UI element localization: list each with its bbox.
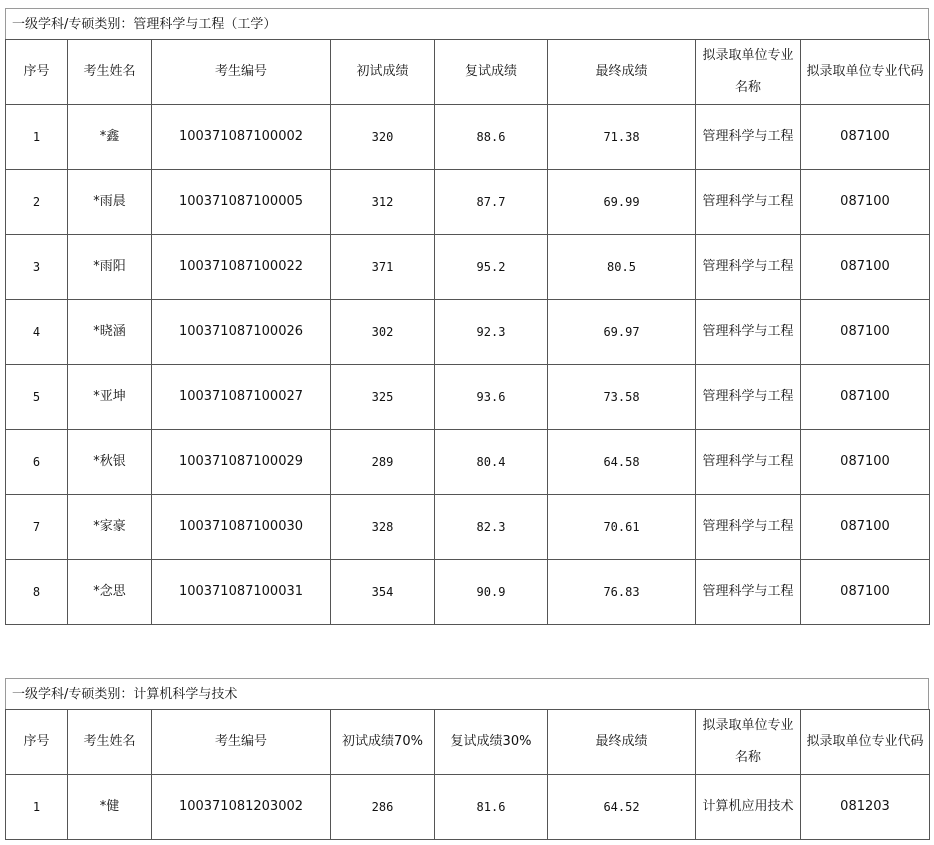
header-final-score: 最终成绩 <box>548 40 696 105</box>
cell-seq: 8 <box>6 560 68 625</box>
cell-name: *雨阳 <box>68 235 152 300</box>
cell-major-name: 管理科学与工程 <box>696 495 801 560</box>
header-major-name: 拟录取单位专业名称 <box>696 40 801 105</box>
cell-major-code: 087100 <box>801 430 930 495</box>
cell-major-name: 管理科学与工程 <box>696 170 801 235</box>
cell-exam-id: 100371087100002 <box>152 105 331 170</box>
cell-exam-id: 100371087100005 <box>152 170 331 235</box>
results-table <box>5 709 930 840</box>
cell-major-name: 管理科学与工程 <box>696 105 801 170</box>
header-major-code: 拟录取单位专业代码 <box>801 710 930 775</box>
cell-name: *健 <box>68 775 152 840</box>
cell-exam-id: 100371087100022 <box>152 235 331 300</box>
cell-name: *家豪 <box>68 495 152 560</box>
cell-final-score: 64.52 <box>548 775 696 840</box>
cell-major-name: 管理科学与工程 <box>696 300 801 365</box>
cell-exam-id: 100371087100030 <box>152 495 331 560</box>
table-row <box>6 300 930 365</box>
cell-prelim-score: 325 <box>331 365 435 430</box>
cell-seq: 6 <box>6 430 68 495</box>
cell-final-score: 64.58 <box>548 430 696 495</box>
cell-final-score: 80.5 <box>548 235 696 300</box>
cell-major-name: 管理科学与工程 <box>696 560 801 625</box>
cell-name: *亚坤 <box>68 365 152 430</box>
cell-major-code: 087100 <box>801 560 930 625</box>
section-caption: 一级学科/专硕类别：管理科学与工程（工学） <box>5 8 929 39</box>
cell-prelim-score: 328 <box>331 495 435 560</box>
header-final-score: 最终成绩 <box>548 710 696 775</box>
cell-retest-score: 87.7 <box>435 170 548 235</box>
header-exam-id: 考生编号 <box>152 40 331 105</box>
cell-name: *鑫 <box>68 105 152 170</box>
cell-major-code: 087100 <box>801 365 930 430</box>
cell-retest-score: 81.6 <box>435 775 548 840</box>
cell-prelim-score: 289 <box>331 430 435 495</box>
header-retest-score: 复试成绩 <box>435 40 548 105</box>
cell-retest-score: 95.2 <box>435 235 548 300</box>
cell-seq: 1 <box>6 775 68 840</box>
cell-retest-score: 82.3 <box>435 495 548 560</box>
header-seq: 序号 <box>6 710 68 775</box>
cell-seq: 5 <box>6 365 68 430</box>
cell-prelim-score: 320 <box>331 105 435 170</box>
cell-final-score: 76.83 <box>548 560 696 625</box>
cell-major-code: 087100 <box>801 105 930 170</box>
cell-seq: 2 <box>6 170 68 235</box>
header-major-name: 拟录取单位专业名称 <box>696 710 801 775</box>
table-row <box>6 775 930 840</box>
cell-seq: 1 <box>6 105 68 170</box>
cell-exam-id: 100371087100031 <box>152 560 331 625</box>
cell-major-name: 管理科学与工程 <box>696 235 801 300</box>
header-name: 考生姓名 <box>68 710 152 775</box>
cell-name: *雨晨 <box>68 170 152 235</box>
header-major-code: 拟录取单位专业代码 <box>801 40 930 105</box>
cell-prelim-score: 371 <box>331 235 435 300</box>
header-retest-score: 复试成绩30% <box>435 710 548 775</box>
header-name: 考生姓名 <box>68 40 152 105</box>
cell-prelim-score: 286 <box>331 775 435 840</box>
header-seq: 序号 <box>6 40 68 105</box>
table-row <box>6 170 930 235</box>
cell-final-score: 69.97 <box>548 300 696 365</box>
cell-major-code: 087100 <box>801 300 930 365</box>
cell-retest-score: 93.6 <box>435 365 548 430</box>
cell-seq: 7 <box>6 495 68 560</box>
cell-seq: 4 <box>6 300 68 365</box>
header-row <box>6 710 930 775</box>
table-row <box>6 235 930 300</box>
header-exam-id: 考生编号 <box>152 710 331 775</box>
results-table <box>5 39 930 625</box>
cell-major-name: 计算机应用技术 <box>696 775 801 840</box>
cell-retest-score: 88.6 <box>435 105 548 170</box>
section-caption: 一级学科/专硕类别：计算机科学与技术 <box>5 678 929 709</box>
cell-exam-id: 100371087100026 <box>152 300 331 365</box>
cell-final-score: 71.38 <box>548 105 696 170</box>
cell-prelim-score: 354 <box>331 560 435 625</box>
cell-final-score: 70.61 <box>548 495 696 560</box>
cell-seq: 3 <box>6 235 68 300</box>
cell-retest-score: 92.3 <box>435 300 548 365</box>
admission-table-management-science <box>5 8 929 625</box>
cell-exam-id: 100371087100027 <box>152 365 331 430</box>
cell-prelim-score: 312 <box>331 170 435 235</box>
cell-major-code: 081203 <box>801 775 930 840</box>
cell-name: *秋银 <box>68 430 152 495</box>
table-row <box>6 495 930 560</box>
cell-final-score: 69.99 <box>548 170 696 235</box>
cell-major-name: 管理科学与工程 <box>696 430 801 495</box>
cell-major-code: 087100 <box>801 235 930 300</box>
cell-name: *念思 <box>68 560 152 625</box>
table-row <box>6 365 930 430</box>
cell-retest-score: 90.9 <box>435 560 548 625</box>
admission-table-computer-science <box>5 678 929 840</box>
cell-exam-id: 100371087100029 <box>152 430 331 495</box>
cell-exam-id: 100371081203002 <box>152 775 331 840</box>
header-prelim-score: 初试成绩70% <box>331 710 435 775</box>
cell-major-code: 087100 <box>801 495 930 560</box>
cell-name: *晓涵 <box>68 300 152 365</box>
cell-prelim-score: 302 <box>331 300 435 365</box>
table-row <box>6 430 930 495</box>
cell-retest-score: 80.4 <box>435 430 548 495</box>
cell-major-name: 管理科学与工程 <box>696 365 801 430</box>
header-row <box>6 40 930 105</box>
table-row <box>6 560 930 625</box>
cell-final-score: 73.58 <box>548 365 696 430</box>
header-prelim-score: 初试成绩 <box>331 40 435 105</box>
table-row <box>6 105 930 170</box>
cell-major-code: 087100 <box>801 170 930 235</box>
